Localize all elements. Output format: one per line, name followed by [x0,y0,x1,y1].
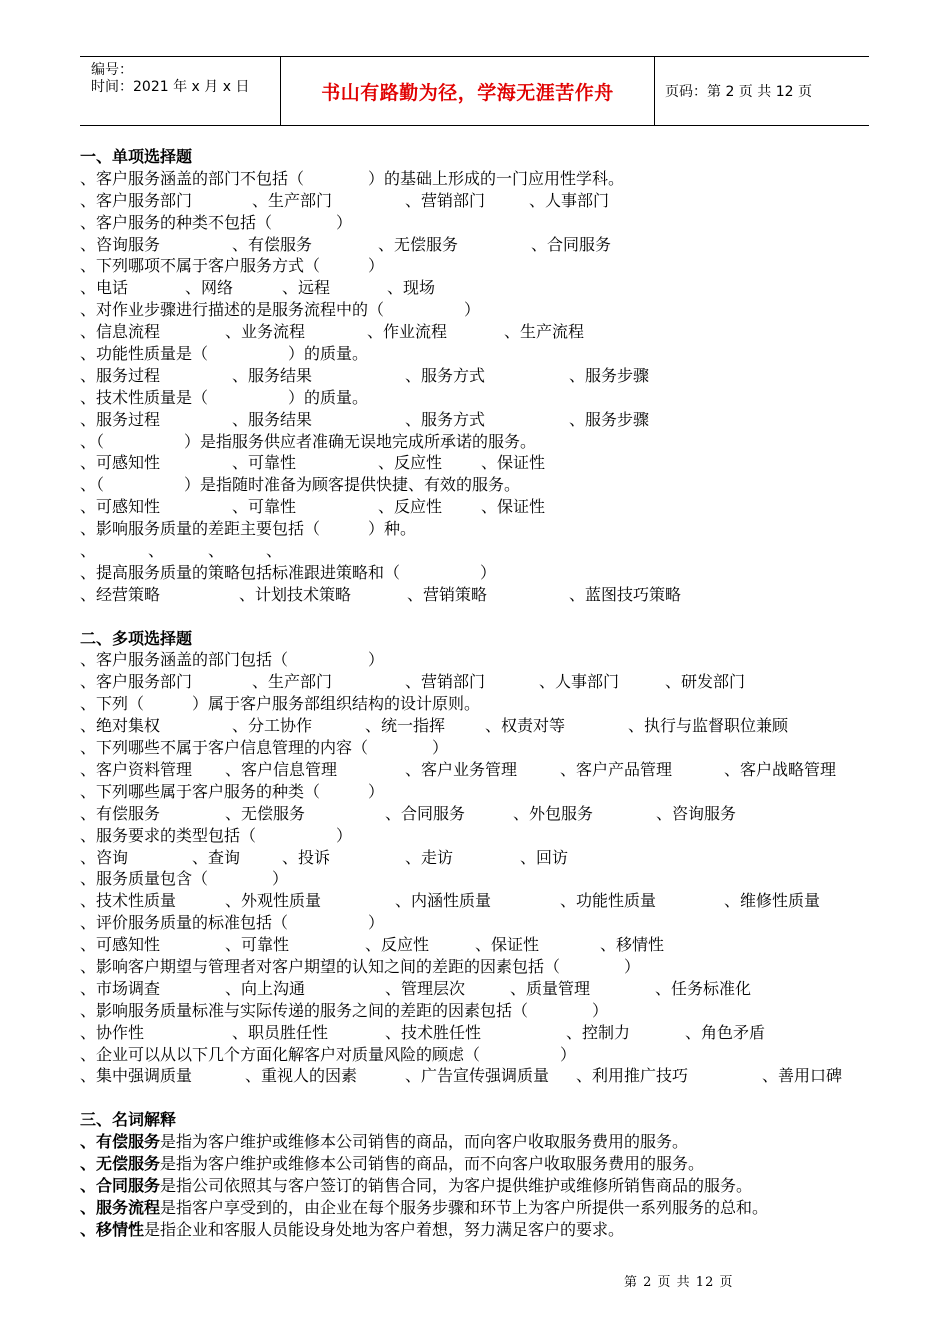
option-1: 、 [80,541,97,561]
document-body [80,146,880,1241]
option-1: 、可感知性 [80,453,161,473]
option-1: 、市场调查 [80,978,161,998]
option-4: 、控制力 [566,1022,631,1042]
options-row-1 [80,671,880,693]
options-row-4 [80,803,880,825]
question-1: 、客户服务涵盖的部门不包括（ ）的基础上形成的一门应用性学科。 [80,168,625,188]
question-6: 、技术性质量是（ ）的质量。 [80,387,369,407]
option-3: 、 [208,541,225,561]
option-2: 、生产部门 [252,672,333,692]
definition-term: 、移情性 [80,1219,145,1239]
option-2: 、网络 [185,278,234,298]
option-4: 、人事部门 [539,672,620,692]
option-3: 、技术胜任性 [385,1022,482,1042]
options-row-10 [80,1065,880,1087]
question-5: 、服务要求的类型包括（ ） [80,825,353,845]
option-2: 、查询 [192,847,241,867]
option-3: 、统一指挥 [365,716,446,736]
option-2: 、 [148,541,165,561]
option-4: 、保证性 [481,453,546,473]
question-9: 、影响服务质量的差距主要包括（ ）种。 [80,519,417,539]
option-1: 、可感知性 [80,935,161,955]
option-4: 、走访 [405,847,454,867]
page-footer: 第 2 页 共 12 页 [624,1275,734,1290]
option-2: 、可靠性 [232,497,297,517]
option-3: 、营销策略 [407,584,488,604]
question-7: 、评价服务质量的标准包括（ ） [80,913,385,933]
option-2: 、向上沟通 [225,978,306,998]
option-4: 、生产流程 [504,322,585,342]
option-3: 、远程 [282,278,331,298]
option-2: 、服务结果 [232,409,313,429]
option-1: 、咨询服务 [80,234,161,254]
option-4: 、服务步骤 [569,409,650,429]
question-6: 、服务质量包含（ ） [80,869,289,889]
option-1: 、客户服务部门 [80,672,193,692]
definition-text: 是指企业和客服人员能设身处地为客户着想，努力满足客户的要求。 [144,1219,625,1239]
definition-text: 是指客户享受到的，由企业在每个服务步骤和环节上为客户所提供一系列服务的总和。 [160,1197,769,1217]
definition-item [80,1131,880,1153]
number-label: 编号： [91,62,133,78]
header-page-code: 页码：第 2 页 共 12 页 [665,84,812,100]
option-1: 、绝对集权 [80,716,161,736]
option-2: 、生产部门 [252,190,333,210]
options-row-1 [80,190,880,212]
options-row-9 [80,540,880,562]
option-5: 、角色矛盾 [685,1022,766,1042]
option-3: 、内涵性质量 [395,891,492,911]
options-row-10 [80,584,880,606]
definition-term: 、无偿服务 [80,1153,161,1173]
option-1: 、客户资料管理 [80,759,193,779]
question-10: 、提高服务质量的策略包括标准跟进策略和（ ） [80,562,497,582]
option-3: 、反应性 [365,935,430,955]
option-2: 、业务流程 [225,322,306,342]
options-row-7 [80,452,880,474]
question-5: 、功能性质量是（ ）的质量。 [80,344,369,364]
single-choice-questions [80,168,880,606]
option-1: 、协作性 [80,1022,145,1042]
question-3: 、下列哪项不属于客户服务方式（ ） [80,256,385,276]
option-3: 、广告宣传强调质量 [405,1066,550,1086]
option-2: 、客户信息管理 [225,759,338,779]
section-title-definitions: 三、名词解释 [80,1110,177,1130]
option-4: 、功能性质量 [560,891,657,911]
option-2: 、可靠性 [232,453,297,473]
option-4: 、蓝图技巧策略 [569,584,682,604]
option-5: 、善用口碑 [762,1066,843,1086]
options-row-8 [80,978,880,1000]
option-3: 、合同服务 [385,803,466,823]
option-1: 、经营策略 [80,584,161,604]
option-4: 、客户产品管理 [560,759,673,779]
option-4: 、合同服务 [531,234,612,254]
option-2: 、有偿服务 [232,234,313,254]
option-1: 、电话 [80,278,129,298]
time-label: 时间：2021 年 x 月 x 日 [91,79,250,95]
option-5: 、执行与监督职位兼顾 [628,716,789,736]
option-3: 、反应性 [378,497,443,517]
definition-item [80,1153,880,1175]
options-row-3 [80,759,880,781]
option-3: 、客户业务管理 [405,759,518,779]
options-row-4 [80,321,880,343]
option-4: 、质量管理 [510,978,591,998]
option-1: 、技术性质量 [80,891,177,911]
options-row-9 [80,1022,880,1044]
option-1: 、集中强调质量 [80,1066,193,1086]
option-3: 、作业流程 [367,322,448,342]
option-4: 、权责对等 [485,716,566,736]
option-3: 、反应性 [378,453,443,473]
option-3: 、营销部门 [405,672,486,692]
options-row-8 [80,496,880,518]
option-4: 、利用推广技巧 [576,1066,689,1086]
option-2: 、服务结果 [232,365,313,385]
definition-text: 是指公司依照其与客户签订的销售合同，为客户提供维护或维修所销售商品的服务。 [160,1175,753,1195]
option-3: 、管理层次 [385,978,466,998]
definition-term: 、合同服务 [80,1175,161,1195]
option-1: 、有偿服务 [80,803,161,823]
question-4: 、下列哪些属于客户服务的种类（ ） [80,781,385,801]
options-row-2 [80,715,880,737]
option-2: 、无偿服务 [225,803,306,823]
question-10: 、企业可以从以下几个方面化解客户对质量风险的顾虑（ ） [80,1044,577,1064]
option-2: 、外观性质量 [225,891,322,911]
option-2: 、可靠性 [225,935,290,955]
option-3: 、营销部门 [405,190,486,210]
section-title-multi-choice: 二、多项选择题 [80,628,193,648]
definition-term: 、服务流程 [80,1197,161,1217]
options-row-3 [80,277,880,299]
option-3: 、服务方式 [405,365,486,385]
option-1: 、信息流程 [80,322,161,342]
question-2: 、下列（ ）属于客户服务部组织结构的设计原则。 [80,694,481,714]
option-5: 、客户战略管理 [724,759,837,779]
option-5: 、任务标准化 [655,978,752,998]
section-title-single-choice: 一、单项选择题 [80,147,193,166]
option-1: 、服务过程 [80,365,161,385]
option-3: 、服务方式 [405,409,486,429]
definition-text: 是指为客户维护或维修本公司销售的商品，而向客户收取服务费用的服务。 [160,1132,689,1152]
option-1: 、服务过程 [80,409,161,429]
option-5: 、维修性质量 [724,891,821,911]
option-5: 、研发部门 [665,672,746,692]
option-1: 、客户服务部门 [80,190,193,210]
option-3: 、投诉 [282,847,331,867]
question-3: 、下列哪些不属于客户信息管理的内容（ ） [80,738,449,758]
definition-item [80,1175,880,1197]
question-1: 、客户服务涵盖的部门包括（ ） [80,650,385,670]
options-row-6 [80,409,880,431]
option-2: 、职员胜任性 [232,1022,329,1042]
options-row-6 [80,890,880,912]
options-row-2 [80,234,880,256]
option-4: 、保证性 [475,935,540,955]
option-4: 、服务步骤 [569,365,650,385]
multi-choice-questions [80,649,880,1087]
option-1: 、咨询 [80,847,129,867]
header-meta [80,57,281,125]
page-header [80,56,869,126]
option-2: 、计划技术策略 [239,584,352,604]
question-8: 、影响客户期望与管理者对客户期望的认知之间的差距的因素包括（ ） [80,956,641,976]
options-row-7 [80,934,880,956]
option-1: 、可感知性 [80,497,161,517]
question-4: 、对作业步骤进行描述的是服务流程中的（ ） [80,300,481,320]
option-5: 、回访 [520,847,569,867]
option-4: 、现场 [387,278,436,298]
option-3: 、无偿服务 [378,234,459,254]
question-8: 、（ ）是指随时准备为顾客提供快捷、有效的服务。 [80,475,521,495]
question-9: 、影响服务质量标准与实际传递的服务之间的差距的因素包括（ ） [80,1000,609,1020]
option-4: 、人事部门 [529,190,610,210]
definition-item [80,1219,880,1241]
option-5: 、咨询服务 [656,803,737,823]
option-5: 、移情性 [600,935,665,955]
options-row-5 [80,847,880,869]
question-7: 、（ ）是指服务供应者准确无误地完成所承诺的服务。 [80,431,537,451]
header-motto: 书山有路勤为径，学海无涯苦作舟 [281,57,655,125]
option-2: 、重视人的因素 [245,1066,358,1086]
option-4: 、 [266,541,283,561]
option-4: 、保证性 [481,497,546,517]
option-2: 、分工协作 [232,716,313,736]
definitions-list [80,1131,880,1241]
definition-item [80,1197,880,1219]
options-row-5 [80,365,880,387]
definition-term: 、有偿服务 [80,1132,161,1152]
question-2: 、客户服务的种类不包括（ ） [80,212,353,232]
definition-text: 是指为客户维护或维修本公司销售的商品，而不向客户收取服务费用的服务。 [160,1153,705,1173]
option-4: 、外包服务 [513,803,594,823]
